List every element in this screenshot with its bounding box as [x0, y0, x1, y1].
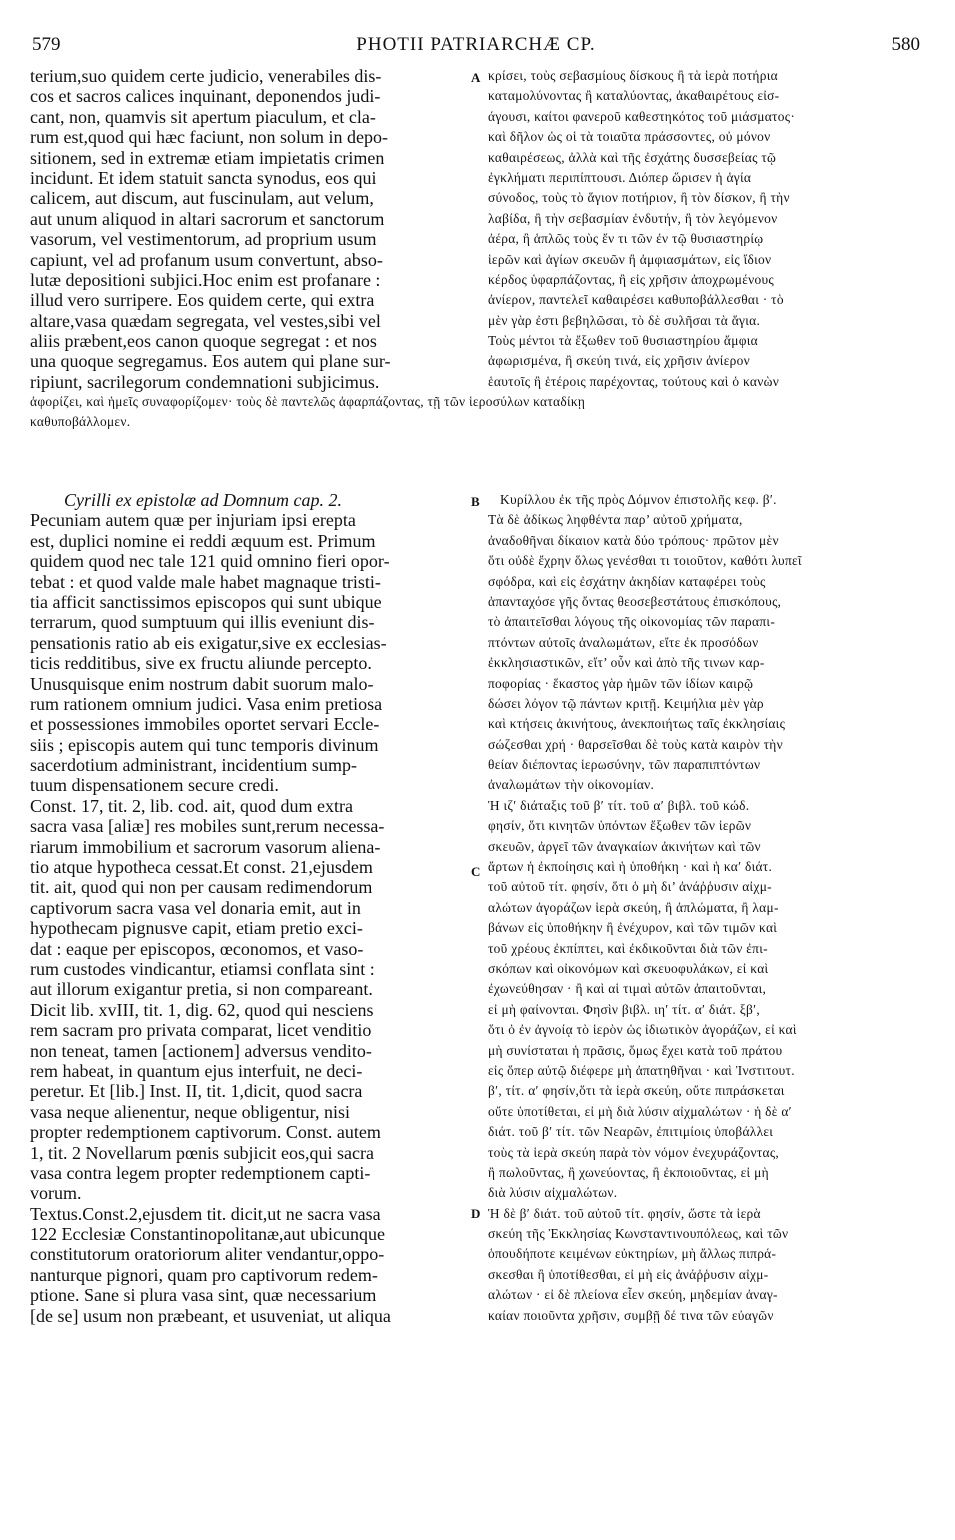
latin-line: hypothecam pignusve capit, etiam pretio exci-: [30, 918, 363, 939]
page-header: [32, 34, 920, 62]
greek-line: σκόπων καὶ οἰκονόμων καὶ σκευοφυλάκων, εἰ καὶ: [488, 960, 769, 976]
latin-line: una quoque segregamus. Eos autem qui plane sur-: [30, 351, 391, 372]
greek-line: καταμολύνοντας ἢ καταλύοντας, ἀκαθαιρέτους εἰσ-: [488, 88, 780, 104]
greek-line: β′, τίτ. α′ φησίν,ὅτι τὰ ἱερὰ σκεύη, οὔτε πιπράσκεται: [488, 1083, 785, 1099]
latin-line: tebat : et quod valde male habet magnaque tristi-: [30, 571, 381, 592]
greek-line: πτόντων αὐτοῖς ἀναλωμάτων, εἴτε ἐκ προσόδων: [488, 634, 759, 650]
latin-line: tuum dispensationem secure credi.: [30, 775, 279, 796]
greek-line: λαβίδα, ἢ τὴν σεβασμίαν ἐνδυτήν, ἢ τὸν λεγόμενον: [488, 210, 778, 226]
latin-line: sitionem, sed in extremæ etiam impietatis crimen: [30, 147, 385, 168]
latin-line: ticis redditibus, sive ex fructu aliunde percepto.: [30, 653, 372, 674]
latin-line: capiunt, vel ad profanum usum convertunt, abso-: [30, 249, 383, 270]
latin-section-heading: Cyrilli ex epistolæ ad Domnum cap. 2.: [64, 490, 342, 510]
latin-line: rum custodes vindicantur, etiamsi conflata sint :: [30, 958, 375, 979]
greek-line: δώσει λόγον τῷ πάντων κριτῇ. Κειμήλια μὲν γὰρ: [488, 695, 764, 711]
greek-line: διάτ. τοῦ β′ τίτ. τῶν Νεαρῶν, ἐπιτιμίοις ὑποβάλλει: [488, 1124, 774, 1140]
greek-line: ἄρτων ἡ ἐκποίησις καὶ ἡ ὑποθήκη · καὶ ἡ κα′ διάτ.: [488, 859, 773, 875]
latin-line: cos et sacros calices inquinant, deponendos judi-: [30, 86, 381, 107]
latin-line: aliis præbent,eos canon quoque segregat : et nos: [30, 331, 377, 352]
latin-line: dat : eaque per episcopos, œconomos, et vaso-: [30, 938, 364, 959]
greek-line: ἀφωρισμένα, ἢ σκεύη τινά, εἰς χρῆσιν ἀνίερον: [488, 353, 750, 369]
greek-line: ποφορίας · ἕκαστος γὰρ ἡμῶν τῶν ἰδίων καιρῷ: [488, 675, 754, 691]
greek-line: ἐγκλήματι περιπίπτουσι. Διόπερ ὥρισεν ἡ ἁγία: [488, 169, 752, 185]
latin-line: sacra vasa [aliæ] res mobiles sunt,rerum necessa-: [30, 816, 385, 837]
greek-line: διὰ λύσιν αἰχμαλώτων.: [488, 1185, 618, 1201]
latin-line: vasa neque alienentur, neque obligentur, nisi: [30, 1101, 350, 1122]
latin-line: vasa contra legem propter redemptionem capti-: [30, 1162, 371, 1183]
latin-line: Const. 17, tit. 2, lib. cod. ait, quod dum extra: [30, 795, 353, 816]
greek-line: ὁπουδήποτε κειμένων εὐκτηρίων, μὴ ἄλλως πιπρά-: [488, 1246, 777, 1262]
greek-line: τοῦ χρέους ἐκπίπτει, καὶ ἐκδικοῦνται διὰ τῶν ἐπι-: [488, 940, 768, 956]
latin-line: rum est,quod qui hæc faciunt, non solum in depo-: [30, 127, 388, 148]
greek-line: εἰ μὴ φαίνονται. Φησὶν βιβλ. ιη′ τίτ. α′ διάτ. ξβ′,: [488, 1001, 760, 1017]
running-title: PHOTII PATRIARCHÆ CP.: [356, 34, 596, 55]
greek-line: αλώτων ἀγοράζων ἱερὰ σκεύη, ἢ ἀπλώματα, ἢ λαμ-: [488, 899, 779, 915]
greek-line: Τὰ δὲ ἀδίκως ληφθέντα παρ’ αὐτοῦ χρήματα,: [488, 512, 743, 528]
latin-line: sacerdotium administrant, incidentium sump-: [30, 755, 357, 776]
latin-line: Pecuniam autem quæ per injuriam ipsi erepta: [30, 510, 356, 531]
greek-line: καὶ δῆλον ὡς οἱ τὰ τοιαῦτα πράσσοντες, οὐ μόνον: [488, 129, 771, 145]
latin-line: propter redemptionem captivorum. Const. autem: [30, 1122, 381, 1143]
greek-line: κρίσει, τοὺς σεβασμίους δίσκους ἢ τὰ ἱερὰ ποτήρια: [488, 68, 778, 83]
greek-line: ὅτι ὁ ἐν ἀγνοίᾳ τὸ ἱερὸν ὡς ἰδιωτικὸν ἀγοράζων, εἰ καὶ: [488, 1022, 797, 1038]
greek-line: θείαν διέποντας ἱερωσύνην, τῶν παραπιπτόντων: [488, 757, 761, 773]
greek-line: ἐχωνεύθησαν · ἢ καὶ αἱ τιμαὶ αὐτῶν ἀπαιτοῦνται,: [488, 981, 767, 997]
margin-letter-a: A: [471, 70, 481, 85]
latin-line: 1, tit. 2 Novellarum pœnis subjicit eos,qui sacra: [30, 1142, 374, 1163]
latin-line: rum rationem omnium judici. Vasa enim pretiosa: [30, 693, 383, 714]
latin-line: et possessiones immobiles oportet servari Eccle-: [30, 714, 380, 735]
greek-line: κέρδος ὑφαρπάζοντας, ἢ εἰς χρῆσιν ἀποχρωμένους: [488, 271, 775, 287]
greek-line: Ἡ ιζ′ διάταξις τοῦ β′ τίτ. τοῦ α′ βιβλ. τοῦ κώδ.: [488, 797, 750, 813]
latin-column-lower: [30, 490, 470, 1326]
greek-line: καίαν ποιοῦντα χρῆσιν, συμβῇ δέ τινα τῶν εὐαγῶν: [488, 1307, 774, 1323]
greek-line: τοὺς τὰ ἱερὰ σκεύη παρὰ τὸν νόμον ἐνεχυράζοντας,: [488, 1144, 780, 1160]
latin-line: rem sacram pro privata comparat, licet venditio: [30, 1020, 372, 1041]
greek-line: Ἡ δὲ β′ διάτ. τοῦ αὐτοῦ τίτ. φησίν, ὥστε τὰ ἱερὰ: [488, 1205, 761, 1221]
latin-line: aut unum aliquod in altari sacrorum et sanctorum: [30, 208, 385, 229]
greek-line: μὲν γὰρ ἐστι βεβηλῶσαι, τὸ δὲ συλῆσαι τὰ ἅγια.: [488, 312, 761, 328]
latin-line: tio atque hypotheca cessat.Et const. 21,ejusdem: [30, 857, 373, 878]
greek-line: ἱερῶν καὶ ἁγίων σκευῶν ἢ ἀμφιασμάτων, εἰς ἴδιον: [488, 251, 772, 267]
margin-letter-d: D: [471, 1206, 481, 1221]
latin-line: Unusquisque enim nostrum dabit suorum malo-: [30, 673, 374, 694]
latin-line: Textus.Const.2,ejusdem tit. dicit,ut ne sacra vasa: [30, 1203, 381, 1224]
greek-line: σκεύη τῆς Ἐκκλησίας Κωνσταντινουπόλεως, καὶ τῶν: [488, 1226, 789, 1242]
greek-line: τοῦ αὐτοῦ τίτ. φησίν, ὅτι ὁ μὴ δι’ ἀνάῤῥυσιν αἰχμ-: [488, 879, 772, 895]
greek-line: ἑαυτοῖς ἢ ἑτέροις παρέχοντας, τούτους καὶ ὁ κανὼν: [488, 373, 780, 389]
greek-line: σκεσθαι ἢ ὑποτίθεσθαι, εἰ μὴ εἰς ἀνάῤῥυσιν αἰχμ-: [488, 1266, 769, 1282]
latin-line: captivorum sacra vasa vel donaria emit, aut in: [30, 897, 361, 918]
latin-line: tia afficit sanctissimos episcopos qui sunt ubique: [30, 591, 382, 612]
margin-letter-b: B: [471, 494, 480, 509]
greek-line: σώζεσθαι χρή · θαρσεῖσθαι δὲ τοὺς κατὰ καιρὸν τὴν: [488, 736, 783, 752]
latin-line: peretur. Et [lib.] Inst. II, tit. 1,dicit, quod sacra: [30, 1081, 363, 1102]
latin-line: terium,suo quidem certe judicio, venerabiles dis-: [30, 66, 382, 86]
greek-line: σφόδρα, καὶ εἰς ἐσχάτην ἀκηδίαν καταφέρει τοὺς: [488, 573, 766, 589]
greek-line: σύνοδος, τοὺς τὸ ἅγιον ποτήριον, ἢ τὸν δίσκον, ἢ τὴν: [488, 190, 790, 206]
margin-letter-c: C: [471, 864, 481, 879]
latin-line: Dicit lib. xvIII, tit. 1, dig. 62, quod qui nesciens: [30, 999, 374, 1020]
greek-column-lower: [488, 490, 922, 1326]
greek-line: ἢ πωλοῦντας, ἢ χωνεύοντας, ἢ ἐκποιοῦντας, εἰ μὴ: [488, 1164, 769, 1180]
latin-line: cant, non, quamvis sit apertum piaculum, et cla-: [30, 106, 376, 127]
greek-line: μὴ συνίσταται ἡ πρᾶσις, ὅμως ἔχει κατὰ τοῦ πράτου: [488, 1042, 783, 1058]
latin-line: riarum immobilium et sacrorum vasorum aliena-: [30, 836, 381, 857]
latin-line: est, duplici nomine ei reddi æquum est. Primum: [30, 530, 376, 551]
greek-line: καθαιρέσεως, ἀλλὰ καὶ τῆς ἐσχάτης δυσσεβείας τῷ: [488, 149, 777, 165]
greek-line: τὸ ἀπαιτεῖσθαι λόγους τῆς οἰκονομίας τῶν παραπι-: [488, 614, 776, 630]
latin-line: ripiunt, sacrilegorum condemnationi subjicimus.: [30, 371, 380, 392]
greek-line: ἐκκλησιαστικῶν, εἴτ’ οὖν καὶ ἀπὸ τῆς τινων καρ-: [488, 655, 765, 671]
greek-line: ἀέρα, ἢ ἁπλῶς τοὺς ἔν τι τῶν ἐν τῷ θυσιαστηρίῳ: [488, 231, 764, 247]
latin-line: terrarum, quod sumptuum qui illis eveniunt dis-: [30, 612, 375, 633]
greek-line: ἀνίερον, παντελεῖ καθαιρέσει καθυποβάλλεσθαι · τὸ: [488, 292, 784, 308]
latin-line: pensationis ratio ab eis exigatur,sive ex ecclesias-: [30, 632, 387, 653]
greek-line: Τοὺς μέντοι τὰ ἔξωθεν τοῦ θυσιαστηρίου ἄμφια: [488, 333, 758, 349]
latin-column-upper: [30, 66, 470, 392]
latin-line: constitutorum oratoriorum aliter vendantur,oppo-: [30, 1244, 385, 1265]
latin-line: non teneat, tamen [actionem] adversus vendito-: [30, 1040, 372, 1061]
latin-line: vorum.: [30, 1183, 82, 1204]
greek-line: ἀφορίζει, καὶ ἡμεῖς συναφορίζομεν· τοὺς δὲ παντελῶς ἀφαρπάζοντας, τῇ τῶν ἱεροσύλων καταδίκῃ: [30, 394, 586, 409]
latin-line: illud vero surripere. Eos quidem certe, qui extra: [30, 290, 375, 311]
greek-line: καὶ κτήσεις ἀκινήτους, ἀνεκποιήτως ταῖς ἐκκλησίαις: [488, 716, 786, 732]
greek-line: φησίν, ὅτι κινητῶν ὑπόντων ἔξωθεν τῶν ἱερῶν: [488, 818, 752, 834]
greek-column-upper: [488, 66, 922, 392]
latin-line: tit. ait, quod qui non per causam redimendorum: [30, 877, 373, 898]
greek-line: καθυποβάλλομεν.: [30, 414, 131, 430]
latin-line: quidem quod nec tale 121 quid omnino fieri opor-: [30, 551, 390, 572]
page-number-left: 579: [32, 34, 61, 55]
latin-line: nanturque pignori, quam pro captivorum redem-: [30, 1264, 378, 1285]
latin-line: vasorum, vel vestimentorum, ad proprium usum: [30, 229, 377, 250]
latin-line: aut illorum exigantur pretia, si non compareant.: [30, 979, 373, 1000]
latin-line: altare,vasa quædam segregata, vel vestes,sibi vel: [30, 310, 381, 331]
greek-line: βάνων εἰς ὑποθήκην ἢ ἐνέχυρον, καὶ τῶν τιμῶν καὶ: [488, 920, 778, 936]
latin-line: siis ; episcopis autem qui tunc temporis divinum: [30, 734, 379, 755]
greek-line: σκευῶν, ἀργεῖ τῶν ἀναγκαίων ἀκινήτων καὶ τῶν: [488, 838, 761, 854]
page-number-right: 580: [891, 34, 920, 55]
greek-line: ὅτι οὐδὲ ἔχρην ὅλως γενέσθαι τι τοιοῦτον, καθότι λυπεῖ: [488, 553, 802, 569]
greek-line: άγουσι, καίτοι φανεροῦ καθεστηκότος τοῦ μιάσματος·: [488, 108, 796, 124]
greek-section-heading: Κυρίλλου ἐκ τῆς πρὸς Δόμνον ἐπιστολῆς κεφ. β′.: [500, 492, 777, 507]
latin-line: 122 Ecclesiæ Constantinopolitanæ,aut ubicunque: [30, 1224, 385, 1245]
latin-line: calicem, aut discum, aut fuscinulam, aut velum,: [30, 188, 374, 209]
greek-line: ἀναλωμάτων τὴν οἰκονομίαν.: [488, 777, 655, 793]
latin-line: lutæ depositioni subjici.Hoc enim est profanare :: [30, 269, 381, 290]
latin-line: ptione. Sane si plura vasa sint, quæ necessarium: [30, 1285, 377, 1306]
greek-line: οὔτε ὑποτίθεται, εἰ μὴ διὰ λύσιν αἰχμαλώτων · ἡ δὲ α′: [488, 1103, 792, 1119]
latin-line: [de se] usum non præbeant, et usuveniat, ut aliqua: [30, 1305, 391, 1326]
greek-line: ἀναδοθῆναι δίκαιον κατὰ δύο τρόπους· πρῶτον μὲν: [488, 532, 779, 548]
greek-line: ἁπανταχόσε γῆς ὄντας θεοσεβεστάτους ἐπισκόπους,: [488, 593, 782, 609]
latin-line: incidunt. Et idem statuit sancta synodus, eos qui: [30, 167, 377, 188]
greek-line: εἰς ὅπερ αὐτῷ διέφερε μὴ ἀπατηθῆναι · καὶ Ἰνστιτουτ.: [488, 1062, 795, 1078]
latin-line: rem habeat, in quantum ejus interfuit, ne deci-: [30, 1060, 363, 1081]
greek-line: αλώτων · εἰ δὲ πλείονα εἶεν σκεύη, μηδεμίαν ἀναγ-: [488, 1287, 778, 1303]
greek-full-width-lines: [30, 392, 922, 433]
